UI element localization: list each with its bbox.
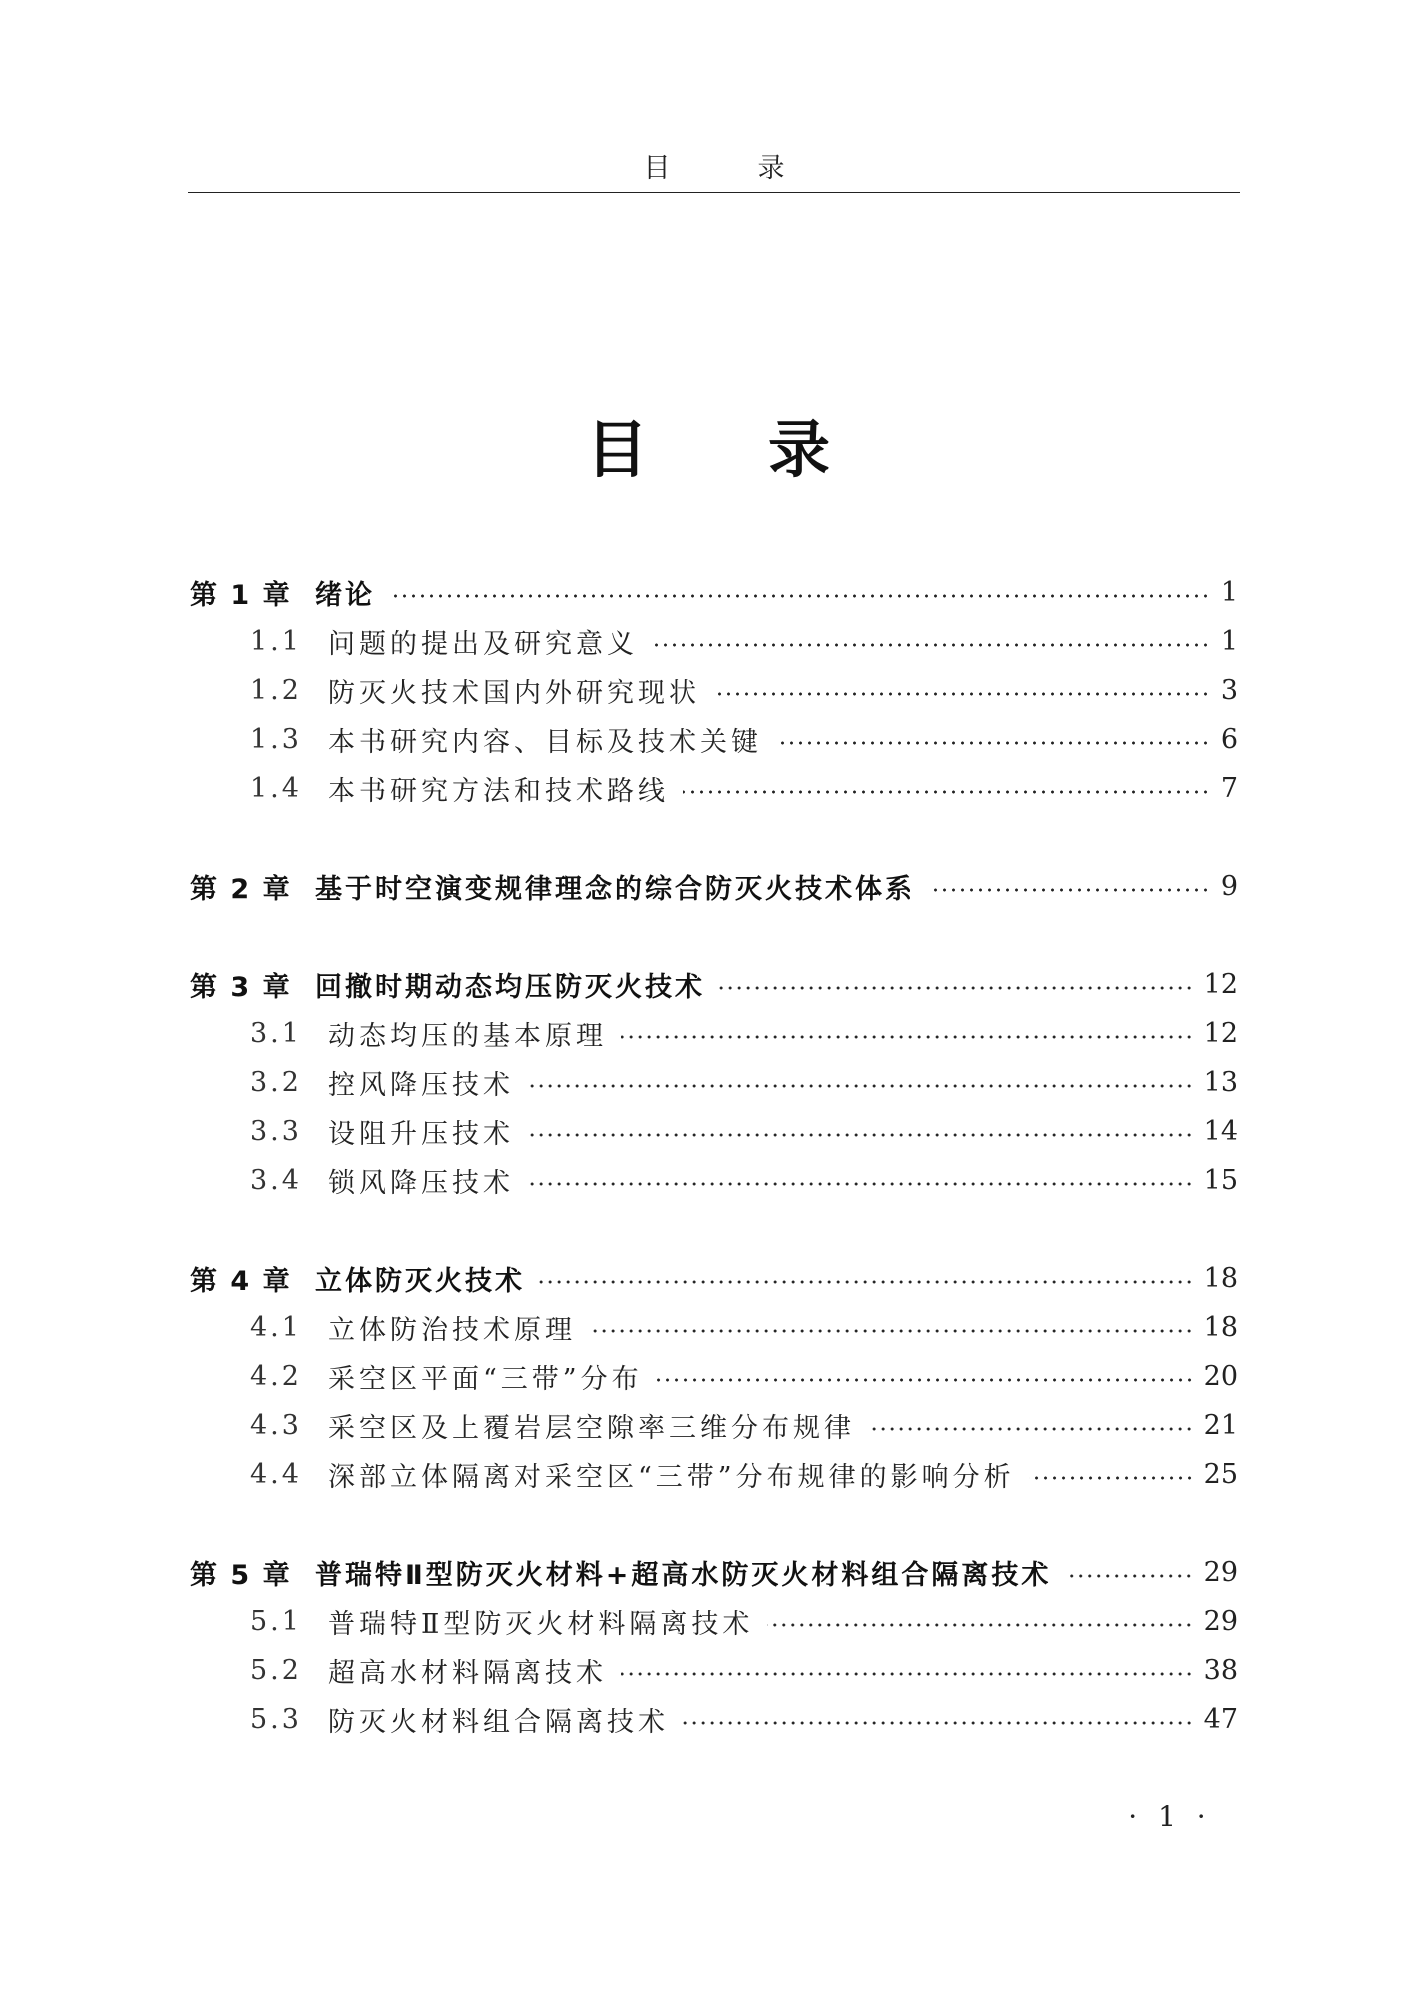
toc-title: 采空区平面“三带”分布 bbox=[328, 1363, 643, 1395]
dot-leader bbox=[621, 1671, 1194, 1677]
toc-page-number: 29 bbox=[1203, 1605, 1238, 1637]
toc-page-number: 18 bbox=[1203, 1262, 1238, 1294]
toc-section-5-3[interactable] bbox=[250, 1699, 1238, 1739]
toc-section-4-1[interactable] bbox=[250, 1307, 1238, 1347]
toc-title: 动态均压的基本原理 bbox=[328, 1020, 607, 1052]
toc-title: 设阻升压技术 bbox=[328, 1118, 514, 1150]
toc-number: 5.3 bbox=[250, 1703, 302, 1735]
toc-section-5-2[interactable] bbox=[250, 1650, 1238, 1690]
dot-leader bbox=[714, 691, 1210, 697]
dot-leader bbox=[929, 887, 1210, 893]
dot-leader bbox=[657, 1377, 1194, 1383]
toc-number: 第 3 章 bbox=[190, 971, 292, 1003]
toc-page-number: 3 bbox=[1220, 674, 1238, 706]
toc-chapter-3[interactable] bbox=[190, 964, 1238, 1004]
dot-leader bbox=[528, 1083, 1194, 1089]
toc-number: 第 4 章 bbox=[190, 1265, 292, 1297]
toc-title: 立体防灭火技术 bbox=[315, 1265, 525, 1297]
toc-title: 本书研究方法和技术路线 bbox=[328, 775, 669, 807]
toc-page-number: 1 bbox=[1220, 625, 1238, 657]
dot-leader bbox=[389, 593, 1210, 599]
toc-number: 4.4 bbox=[250, 1458, 302, 1490]
dot-leader bbox=[539, 1279, 1194, 1285]
toc-title: 超高水材料隔离技术 bbox=[328, 1657, 607, 1689]
dot-leader bbox=[590, 1328, 1194, 1334]
toc-section-4-3[interactable] bbox=[250, 1405, 1238, 1445]
toc-number: 1.4 bbox=[250, 772, 302, 804]
toc-section-4-2[interactable] bbox=[250, 1356, 1238, 1396]
toc-number: 1.1 bbox=[250, 625, 302, 657]
dot-leader bbox=[652, 642, 1210, 648]
toc-title: 防灭火技术国内外研究现状 bbox=[328, 677, 700, 709]
toc-page-number: 12 bbox=[1203, 1017, 1238, 1049]
toc-number: 4.3 bbox=[250, 1409, 302, 1441]
page-title: 目录 bbox=[585, 413, 950, 486]
toc-section-4-4[interactable] bbox=[250, 1454, 1238, 1494]
toc-chapter-4[interactable] bbox=[190, 1258, 1238, 1298]
toc-section-1-4[interactable] bbox=[250, 768, 1238, 808]
page-number-footer: · 1 · bbox=[1128, 1800, 1212, 1833]
dot-leader bbox=[767, 1622, 1193, 1628]
toc-number: 第 5 章 bbox=[190, 1559, 292, 1591]
toc-page-number: 20 bbox=[1203, 1360, 1238, 1392]
toc-number: 3.2 bbox=[250, 1066, 302, 1098]
dot-leader bbox=[528, 1181, 1194, 1187]
toc-title: 控风降压技术 bbox=[328, 1069, 514, 1101]
toc-section-1-2[interactable] bbox=[250, 670, 1238, 710]
toc-page-number: 7 bbox=[1220, 772, 1238, 804]
toc-page-number: 12 bbox=[1203, 968, 1238, 1000]
toc-page-number: 38 bbox=[1203, 1654, 1238, 1686]
toc-title: 普瑞特Ⅱ型防灭火材料隔离技术 bbox=[328, 1608, 754, 1640]
toc-section-3-1[interactable] bbox=[250, 1013, 1238, 1053]
toc-page-number: 18 bbox=[1203, 1311, 1238, 1343]
toc-number: 4.2 bbox=[250, 1360, 302, 1392]
dot-leader bbox=[528, 1132, 1194, 1138]
toc-page-number: 21 bbox=[1203, 1409, 1238, 1441]
toc-title: 防灭火材料组合隔离技术 bbox=[328, 1706, 669, 1738]
toc-number: 3.4 bbox=[250, 1164, 302, 1196]
dot-leader bbox=[621, 1034, 1194, 1040]
toc-section-3-2[interactable] bbox=[250, 1062, 1238, 1102]
toc-number: 5.2 bbox=[250, 1654, 302, 1686]
dot-leader bbox=[719, 985, 1194, 991]
toc-page-number: 29 bbox=[1203, 1556, 1238, 1588]
toc-number: 第 2 章 bbox=[190, 873, 292, 905]
toc-section-5-1[interactable] bbox=[250, 1601, 1238, 1641]
toc-title: 深部立体隔离对采空区“三带”分布规律的影响分析 bbox=[328, 1461, 1015, 1493]
toc-chapter-1[interactable] bbox=[190, 572, 1238, 612]
toc-title: 立体防治技术原理 bbox=[328, 1314, 576, 1346]
toc-title: 普瑞特Ⅱ型防灭火材料+超高水防灭火材料组合隔离技术 bbox=[315, 1559, 1052, 1591]
toc-title: 采空区及上覆岩层空隙率三维分布规律 bbox=[328, 1412, 855, 1444]
toc-page-number: 25 bbox=[1203, 1458, 1238, 1490]
toc-number: 3.1 bbox=[250, 1017, 302, 1049]
toc-section-3-4[interactable] bbox=[250, 1160, 1238, 1200]
dot-leader bbox=[1029, 1475, 1194, 1481]
toc-page-number: 13 bbox=[1203, 1066, 1238, 1098]
dot-leader bbox=[869, 1426, 1194, 1432]
toc-title: 基于时空演变规律理念的综合防灭火技术体系 bbox=[315, 873, 915, 905]
toc-page-number: 15 bbox=[1203, 1164, 1238, 1196]
toc-chapter-2[interactable] bbox=[190, 866, 1238, 906]
running-head-text: 目 录 bbox=[643, 153, 815, 184]
toc-page-number: 47 bbox=[1203, 1703, 1238, 1735]
toc-page-number: 14 bbox=[1203, 1115, 1238, 1147]
toc-number: 5.1 bbox=[250, 1605, 302, 1637]
toc-page-number: 6 bbox=[1220, 723, 1238, 755]
dot-leader bbox=[683, 789, 1210, 795]
dot-leader bbox=[683, 1720, 1194, 1726]
toc-title: 绪论 bbox=[315, 579, 375, 611]
dot-leader bbox=[776, 740, 1210, 746]
toc-chapter-5[interactable] bbox=[190, 1552, 1238, 1592]
toc-title: 问题的提出及研究意义 bbox=[328, 628, 638, 660]
toc-page-number: 1 bbox=[1220, 576, 1238, 608]
toc-number: 3.3 bbox=[250, 1115, 302, 1147]
toc-title: 本书研究内容、目标及技术关键 bbox=[328, 726, 762, 758]
toc-number: 第 1 章 bbox=[190, 579, 292, 611]
dot-leader bbox=[1065, 1573, 1193, 1579]
toc-title: 回撤时期动态均压防灭火技术 bbox=[315, 971, 705, 1003]
toc-section-1-1[interactable] bbox=[250, 621, 1238, 661]
toc-title: 锁风降压技术 bbox=[328, 1167, 514, 1199]
toc-number: 4.1 bbox=[250, 1311, 302, 1343]
toc-page-number: 9 bbox=[1220, 870, 1238, 902]
toc-number: 1.3 bbox=[250, 723, 302, 755]
toc-number: 1.2 bbox=[250, 674, 302, 706]
toc-section-3-3[interactable] bbox=[250, 1111, 1238, 1151]
toc-section-1-3[interactable] bbox=[250, 719, 1238, 759]
